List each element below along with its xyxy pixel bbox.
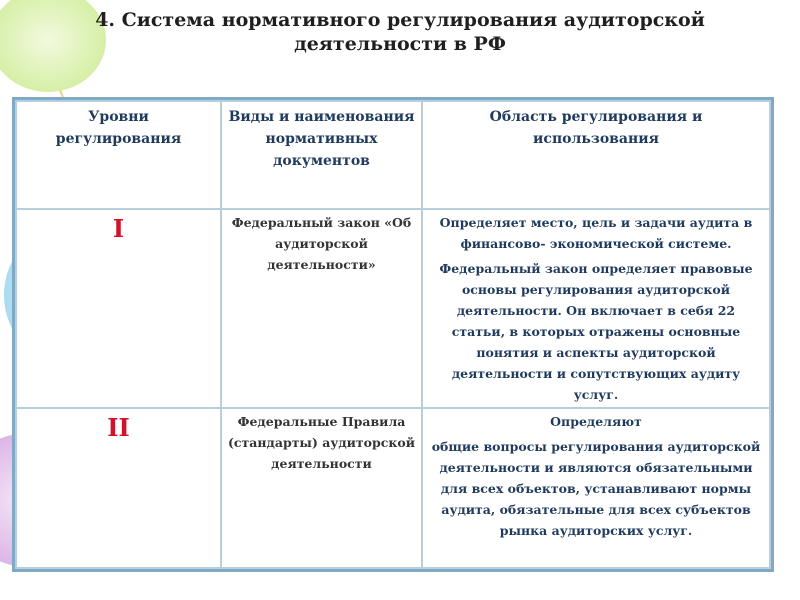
regulation-table bbox=[12, 97, 774, 572]
title-line-2: деятельности в РФ bbox=[294, 33, 506, 55]
document-cell: Федеральные Правила (стандарты) аудиторской деятельности bbox=[221, 408, 422, 568]
area-cell bbox=[422, 408, 770, 568]
area-cell bbox=[422, 209, 770, 408]
area-paragraph: Определяют bbox=[550, 414, 642, 429]
area-paragraph: Федеральный закон определяет правовые основы регулирования аудиторской деятельности. Он включает в себя 22 статьи, в которых отражены основные понятия и аспекты аудиторской деятельности и сопутствующих аудиту услуг. bbox=[439, 261, 753, 402]
level-cell: II bbox=[16, 408, 221, 568]
document-cell: Федеральный закон «Об аудиторской деятельности» bbox=[221, 209, 422, 408]
header-levels: Уровни регулирования bbox=[16, 101, 221, 209]
header-area: Область регулирования и использования bbox=[422, 101, 770, 209]
table-header-row bbox=[16, 101, 770, 209]
slide-title bbox=[90, 8, 710, 56]
title-line-1: 4. Система нормативного регулирования аудиторской bbox=[95, 9, 705, 31]
table-row bbox=[16, 408, 770, 568]
area-paragraph: общие вопросы регулирования аудиторской деятельности и являются обязательными для всех объектов, устанавливают нормы аудита, обязательные для всех субъектов рынка аудиторских услуг. bbox=[431, 439, 761, 538]
area-paragraph: Определяет место, цель и задачи аудита в финансово- экономической системе. bbox=[439, 215, 753, 251]
table-row bbox=[16, 209, 770, 408]
level-cell: I bbox=[16, 209, 221, 408]
header-documents: Виды и наименования нормативных документов bbox=[221, 101, 422, 209]
